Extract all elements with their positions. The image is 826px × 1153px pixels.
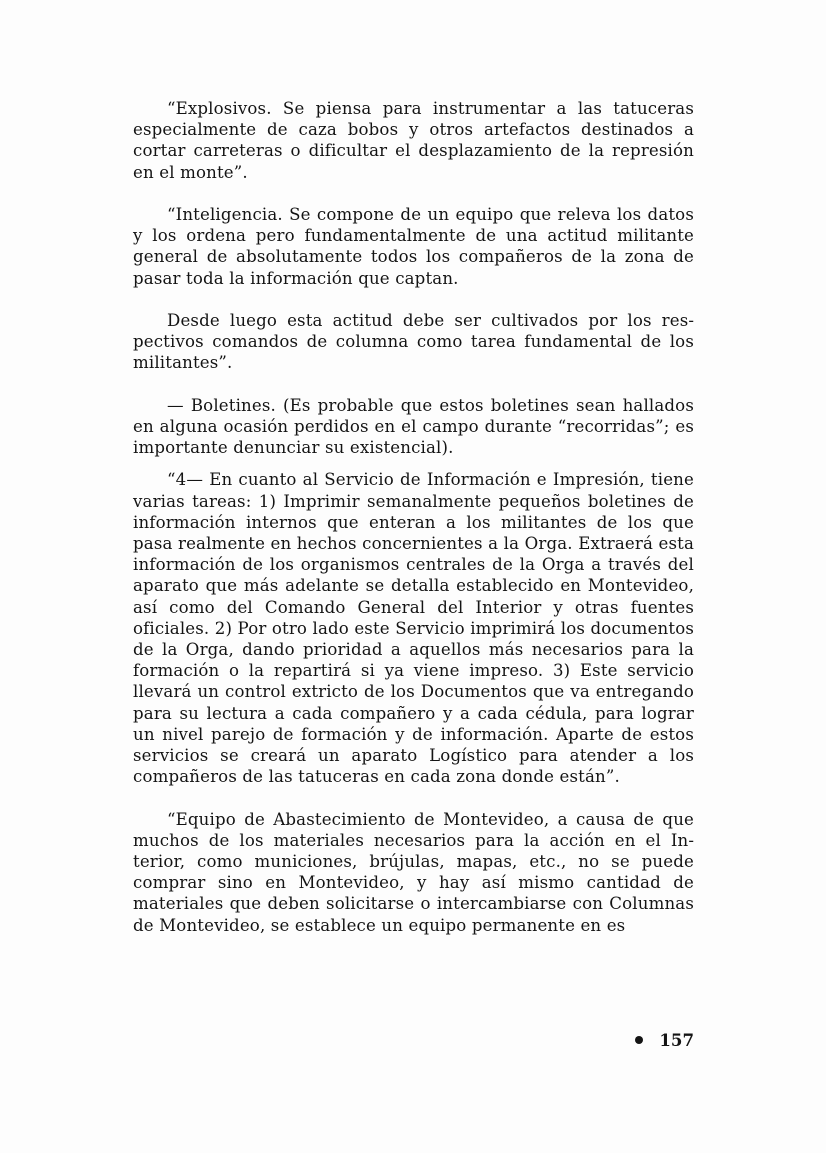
paragraph-servicio-informacion: “4— En cuanto al Servicio de Información e Impresión, tiene varias tareas: 1) Imprimir semanalmente pequeños boletines de información internos que enteran a los militantes de los que pasa realmente en hechos concernientes a la Orga. Extraerá esta información de los organismos centrales de la Orga a través del aparato que más adelante se detalla establecido en Montevideo, así como del Comando General del Interior y otras fuentes oficiales. 2) Por otro lado este Servicio imprimirá los documentos de la Orga, dando prioridad a aquellos más necesarios para la formación o la repartirá si ya viene impreso. 3) Este servicio llevará un control extricto de los Documentos que va entregando para su lectura a cada compañero y a cada cédula, para lograr un nivel parejo de formación y de información. Aparte de estos servicios se creará un aparato Logístico para atender a los compañeros de las tatuceras en cada zona donde están”. xyxy=(133,470,694,787)
page-footer xyxy=(620,1028,694,1052)
bullet-icon xyxy=(635,1036,643,1044)
paragraph-boletines: — Boletines. (Es probable que estos boletines sean hallados en alguna ocasión perdidos en el campo durante “recorridas”; es importante denunciar su existencial). xyxy=(133,395,694,458)
paragraph-equipo-abastecimiento: “Equipo de Abastecimiento de Montevideo, a causa de que muchos de los materiales necesarios para la acción en el Interior, como municiones, brújulas, mapas, etc., no se puede comprar sino en Montevideo, y hay así mismo cantidad de materiales que deben solicitarse o intercambiarse con Columnas de Montevideo, se establece un equipo permanente en es xyxy=(133,809,694,935)
paragraph-actitud: Desde luego esta actitud debe ser cultivados por los respectivos comandos de columna como tarea fundamental de los militantes”. xyxy=(133,311,694,373)
body-text xyxy=(133,98,694,957)
paragraph-explosivos: “Explosivos. Se piensa para instrumentar a las tatuceras especialmente de caza bobos y otros artefactos destinados a cortar carreteras o dificultar el desplazamiento de la represión en el monte”. xyxy=(133,99,694,182)
paragraph-inteligencia: “Inteligencia. Se compone de un equipo que releva los datos y los ordena pero fundamentalmente de una actitud militante general de absolutamente todos los compañeros de la zona de pasar toda la información que captan. xyxy=(133,205,694,288)
page-number: 157 xyxy=(659,1030,694,1050)
